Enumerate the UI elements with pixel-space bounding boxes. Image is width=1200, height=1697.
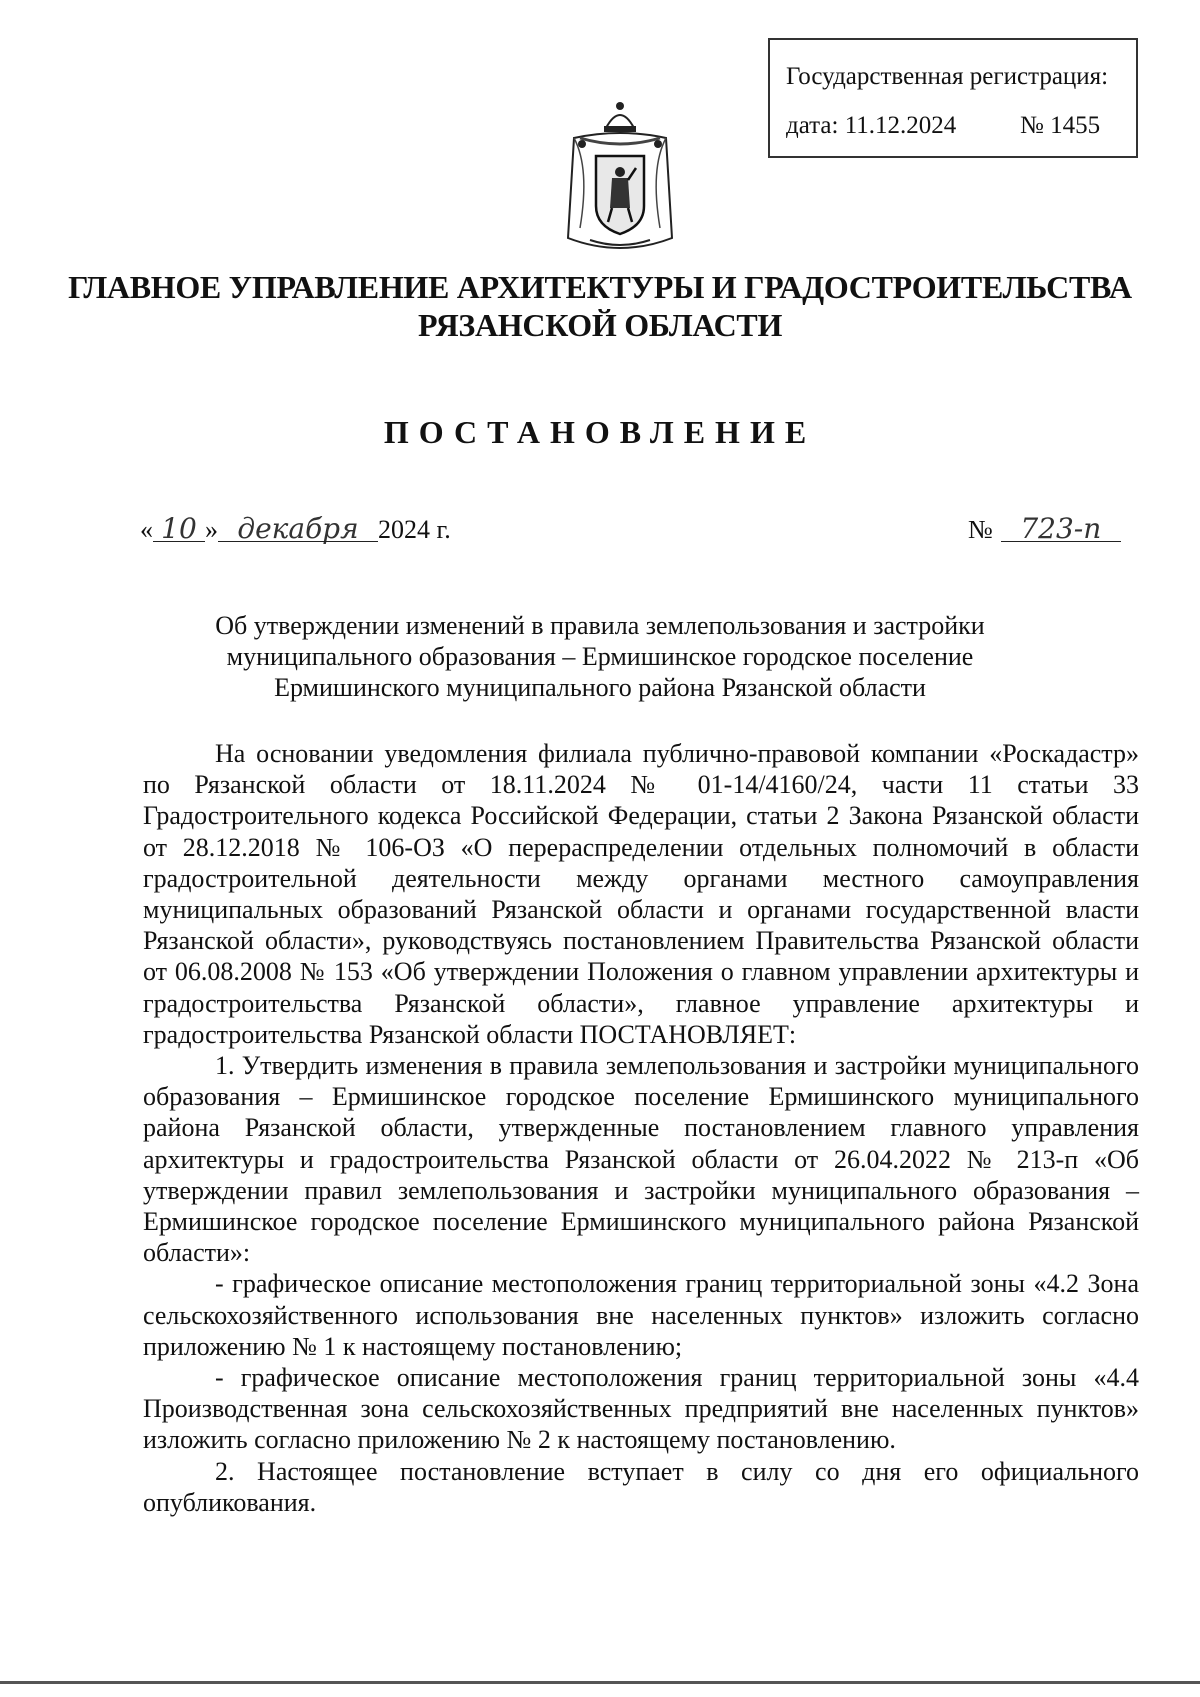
subject-line2: муниципального образования – Ермишинское городское поселение [226, 642, 974, 671]
document-body [143, 738, 1139, 1518]
document-subject [140, 610, 1060, 703]
sub-item-2-paragraph: - графическое описание местоположения границ территориальной зоны «4.4 Производственная зона сельскохозяйственных предприятий вне населенных пунктов» изложить согласно приложению № 2 к настоящему постановлению. [143, 1363, 1139, 1455]
preamble-paragraph: На основании уведомления филиала публично-правовой компании «Роскадастр» по Рязанской области от 18.11.2024 № 01-14/4160/24, части 11 статьи 33 Градостроительного кодекса Российской Федерации, статьи 2 Закона Рязанской области от 28.12.2018 № 106-ОЗ «О перераспределении отдельных полномочий в области градостроительной деятельности между органами местного самоуправления муниципальных образований Рязанской области и органами государственной власти Рязанской области», руководствуясь постановлением Правительства Рязанской области от 06.08.2008 № 153 «Об утверждении Положения о главном управлении архитектуры и градостроительства Рязанской области», главное управление архитектуры и градостроительства Рязанской области ПОСТАНОВЛЯЕТ: [143, 739, 1139, 1049]
date-year: 2024 г. [378, 515, 451, 544]
ryazan-coat-of-arms-icon [560, 98, 680, 262]
organization-title [60, 268, 1140, 344]
document-date [140, 512, 451, 545]
sub-item-1-paragraph: - графическое описание местоположения границ территориальной зоны «4.2 Зона сельскохозяйственного использования вне населенных пунктов» изложить согласно приложению № 1 к настоящему постановлению; [143, 1269, 1139, 1361]
subject-line3: Ермишинского муниципального района Рязанской области [274, 673, 926, 702]
registration-number: № 1455 [1020, 112, 1101, 139]
number-prefix: № [968, 515, 993, 544]
document-number [968, 512, 1121, 545]
handwritten-number: 723-п [1001, 512, 1121, 545]
date-close-quote: » [205, 515, 218, 544]
organization-title-line1: ГЛАВНОЕ УПРАВЛЕНИЕ АРХИТЕКТУРЫ И ГРАДОСТРОИТЕЛЬСТВА [68, 269, 1132, 305]
subject-line1: Об утверждении изменений в правила землепользования и застройки [215, 611, 985, 640]
organization-title-line2: РЯЗАНСКОЙ ОБЛАСТИ [417, 307, 783, 343]
registration-title: Государственная регистрация: [786, 63, 1109, 90]
date-open-quote: « [140, 515, 153, 544]
item-1-paragraph: 1. Утвердить изменения в правила землепользования и застройки муниципального образования – Ермишинское городское поселение Ермишинского муниципального района Рязанской области, утвержденные постановлением главного управления архитектуры и градостроительства Рязанской области от 26.04.2022 № 213-п «Об утверждении правил землепользования и застройки муниципального образования – Ермишинское городское поселение Ермишинского муниципального района Рязанской области»: [143, 1051, 1139, 1268]
registration-stamp [768, 38, 1138, 158]
item-2-paragraph: 2. Настоящее постановление вступает в силу со дня его официального опубликования. [143, 1456, 1139, 1517]
scan-bottom-edge [0, 1681, 1200, 1684]
document-type-heading: ПОСТАНОВЛЕНИЕ [383, 414, 817, 450]
handwritten-month: декабря [218, 512, 378, 545]
registration-date: дата: 11.12.2024 [786, 112, 957, 139]
handwritten-day: 10 [153, 512, 205, 545]
